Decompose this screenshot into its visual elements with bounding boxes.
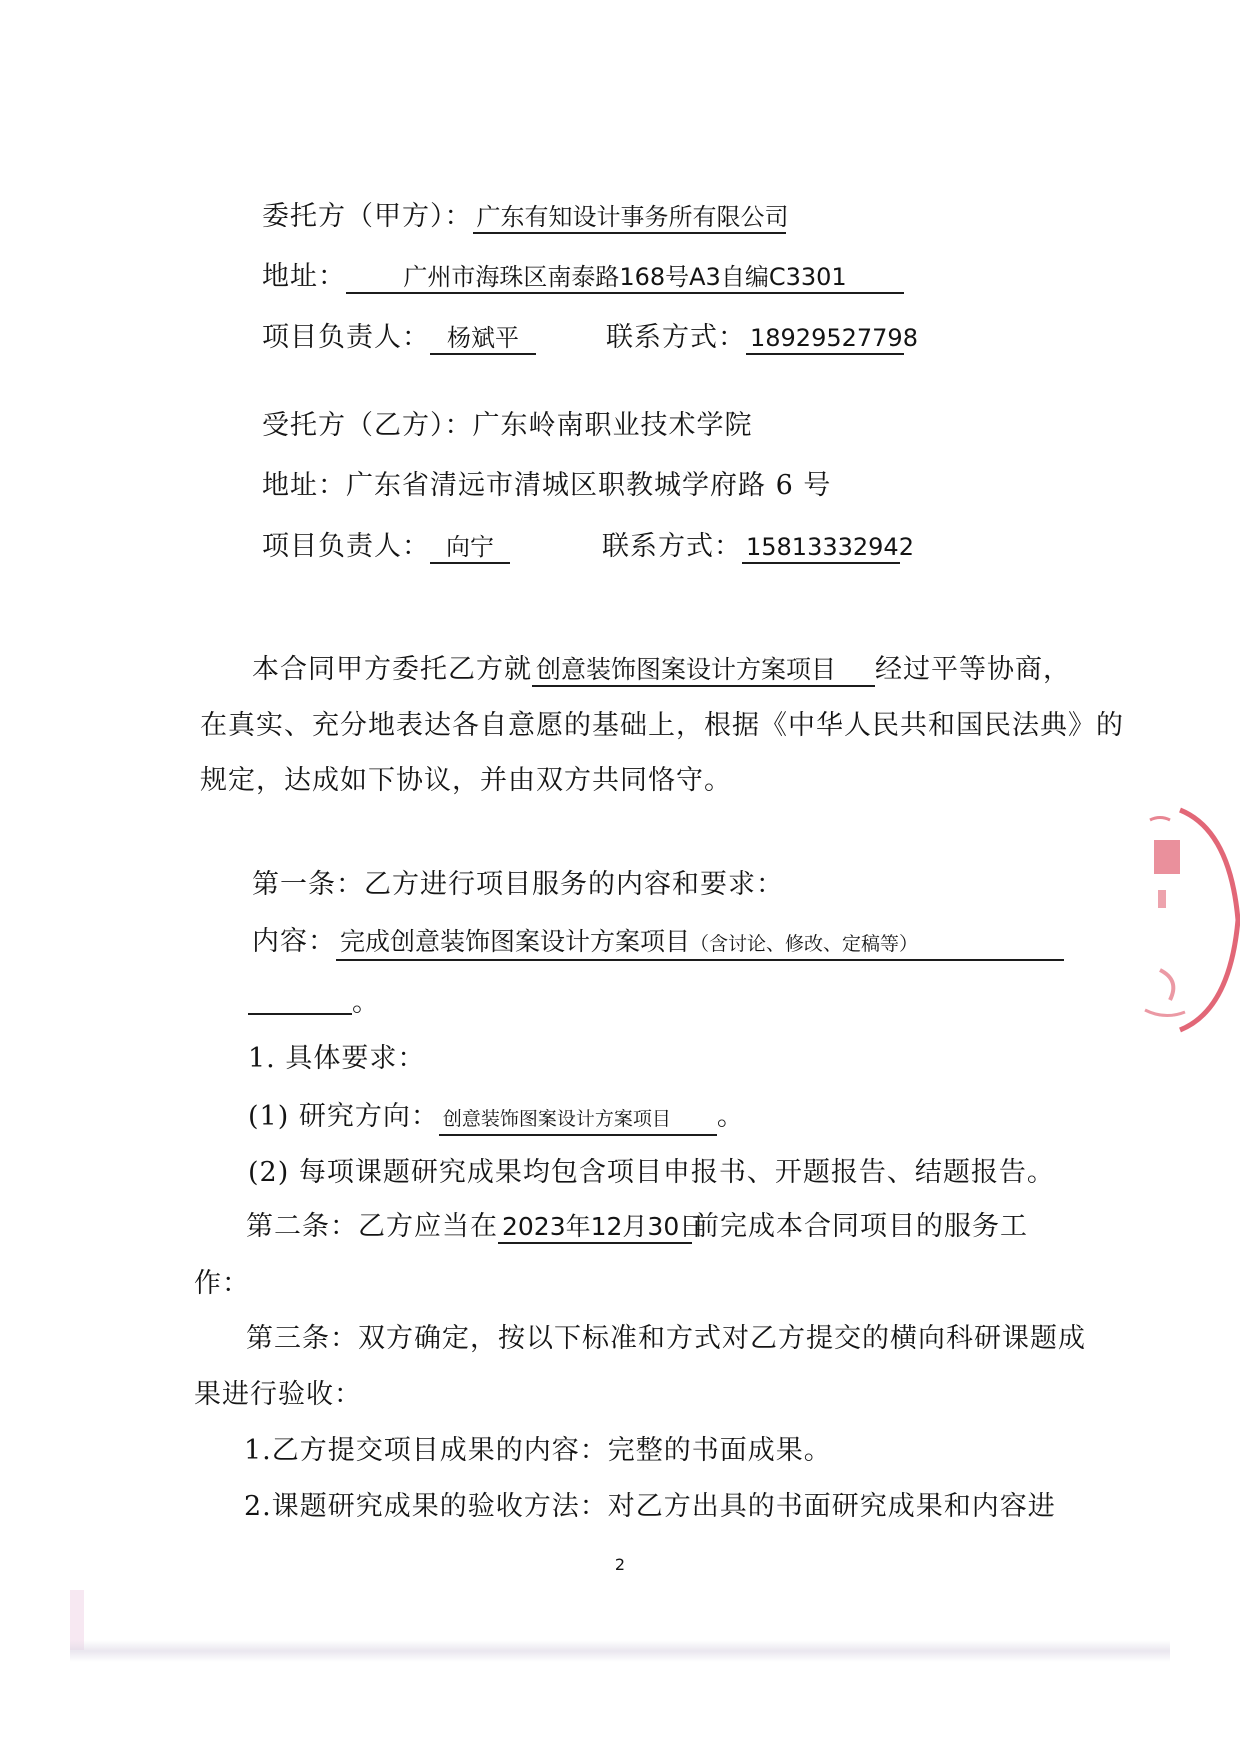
- party-a-address: 广州市海珠区南泰路168号A3自编C3301: [346, 262, 904, 294]
- blank-underline: [248, 993, 352, 1015]
- party-b-contact-row: [602, 528, 914, 566]
- article3-line-1: 第三条：双方确定，按以下标准和方式对乙方提交的横向科研课题成: [246, 1323, 1086, 1354]
- article1-req1-end: 。: [716, 1101, 745, 1132]
- article1-content-cont: [248, 984, 380, 1022]
- party-a-contact: 18929527798: [746, 323, 904, 355]
- article2-date: 2023年12月30日: [498, 1212, 692, 1244]
- article3-line-2: 果进行验收：: [194, 1379, 362, 1410]
- article1-req1-row: [248, 1098, 745, 1136]
- party-a-name: 广东有知设计事务所有限公司: [473, 202, 786, 234]
- party-b-address-row: [262, 467, 831, 505]
- party-b-contact-label: 联系方式：: [602, 531, 742, 562]
- party-b-label: 受托方（乙方）：: [262, 410, 473, 441]
- party-b-lead-row: [262, 528, 510, 566]
- party-b-row: [262, 407, 753, 445]
- party-a-address-row: [262, 258, 904, 296]
- seal-stamp-partial: [1140, 800, 1240, 1040]
- article1-content: [336, 927, 1064, 961]
- scan-artifact-bottom: [70, 1640, 1170, 1662]
- article3-item-1: 1.乙方提交项目成果的内容：完整的书面成果。: [244, 1435, 832, 1466]
- page-number: 2: [614, 1555, 626, 1574]
- intro-text-a: 本合同甲方委托乙方就: [252, 654, 532, 685]
- party-a-lead: 杨斌平: [430, 323, 536, 355]
- intro-line-1: [252, 651, 1071, 689]
- article1-req1-value: 创意装饰图案设计方案项目: [439, 1104, 717, 1136]
- article1-content-row: [252, 923, 1064, 961]
- intro-text-b: 经过平等协商，: [875, 654, 1071, 685]
- article1-content-note: （含讨论、修改、定稿等）: [690, 933, 919, 955]
- party-b-address: 广东省清远市清城区职教城学府路 6 号: [346, 470, 832, 501]
- party-b-address-label: 地址：: [262, 470, 346, 501]
- party-a-address-label: 地址：: [262, 261, 346, 292]
- party-b-contact: 15813332942: [742, 532, 900, 564]
- party-a-contact-label: 联系方式：: [606, 322, 746, 353]
- article1-req2: (2) 每项课题研究成果均包含项目申报书、开题报告、结题报告。: [248, 1157, 1055, 1188]
- party-b-name: 广东岭南职业技术学院: [472, 410, 753, 441]
- article1-req-title: 1. 具体要求：: [248, 1043, 426, 1074]
- party-b-lead: 向宁: [430, 532, 510, 564]
- intro-project: 创意装饰图案设计方案项目: [532, 655, 875, 687]
- party-a-lead-label: 项目负责人：: [262, 322, 430, 353]
- intro-line-2: 在真实、充分地表达各自意愿的基础上，根据《中华人民共和国民法典》的: [200, 710, 1124, 741]
- party-a-row: [262, 198, 789, 236]
- party-b-lead-label: 项目负责人：: [262, 531, 430, 562]
- article2-text-a: 第二条：乙方应当在: [246, 1211, 498, 1242]
- article2-line-2: 作：: [194, 1268, 250, 1299]
- party-a-label: 委托方（甲方）：: [262, 201, 473, 232]
- article1-title: 第一条：乙方进行项目服务的内容和要求：: [252, 869, 784, 900]
- article2-line-1: [246, 1208, 1028, 1246]
- party-a-lead-row: [262, 319, 536, 357]
- article1-content-label: 内容：: [252, 926, 336, 957]
- article3-item-2: 2.课题研究成果的验收方法：对乙方出具的书面研究成果和内容进: [244, 1491, 1056, 1522]
- intro-line-3: 规定，达成如下协议，并由双方共同恪守。: [200, 765, 732, 796]
- article2-text-b: 前完成本合同项目的服务工: [692, 1211, 1028, 1242]
- article1-req1-label: (1) 研究方向：: [248, 1101, 439, 1132]
- article1-content-end: 。: [352, 987, 380, 1018]
- party-a-contact-row: [606, 319, 918, 357]
- article1-content-text: 完成创意装饰图案设计方案项目: [340, 927, 691, 956]
